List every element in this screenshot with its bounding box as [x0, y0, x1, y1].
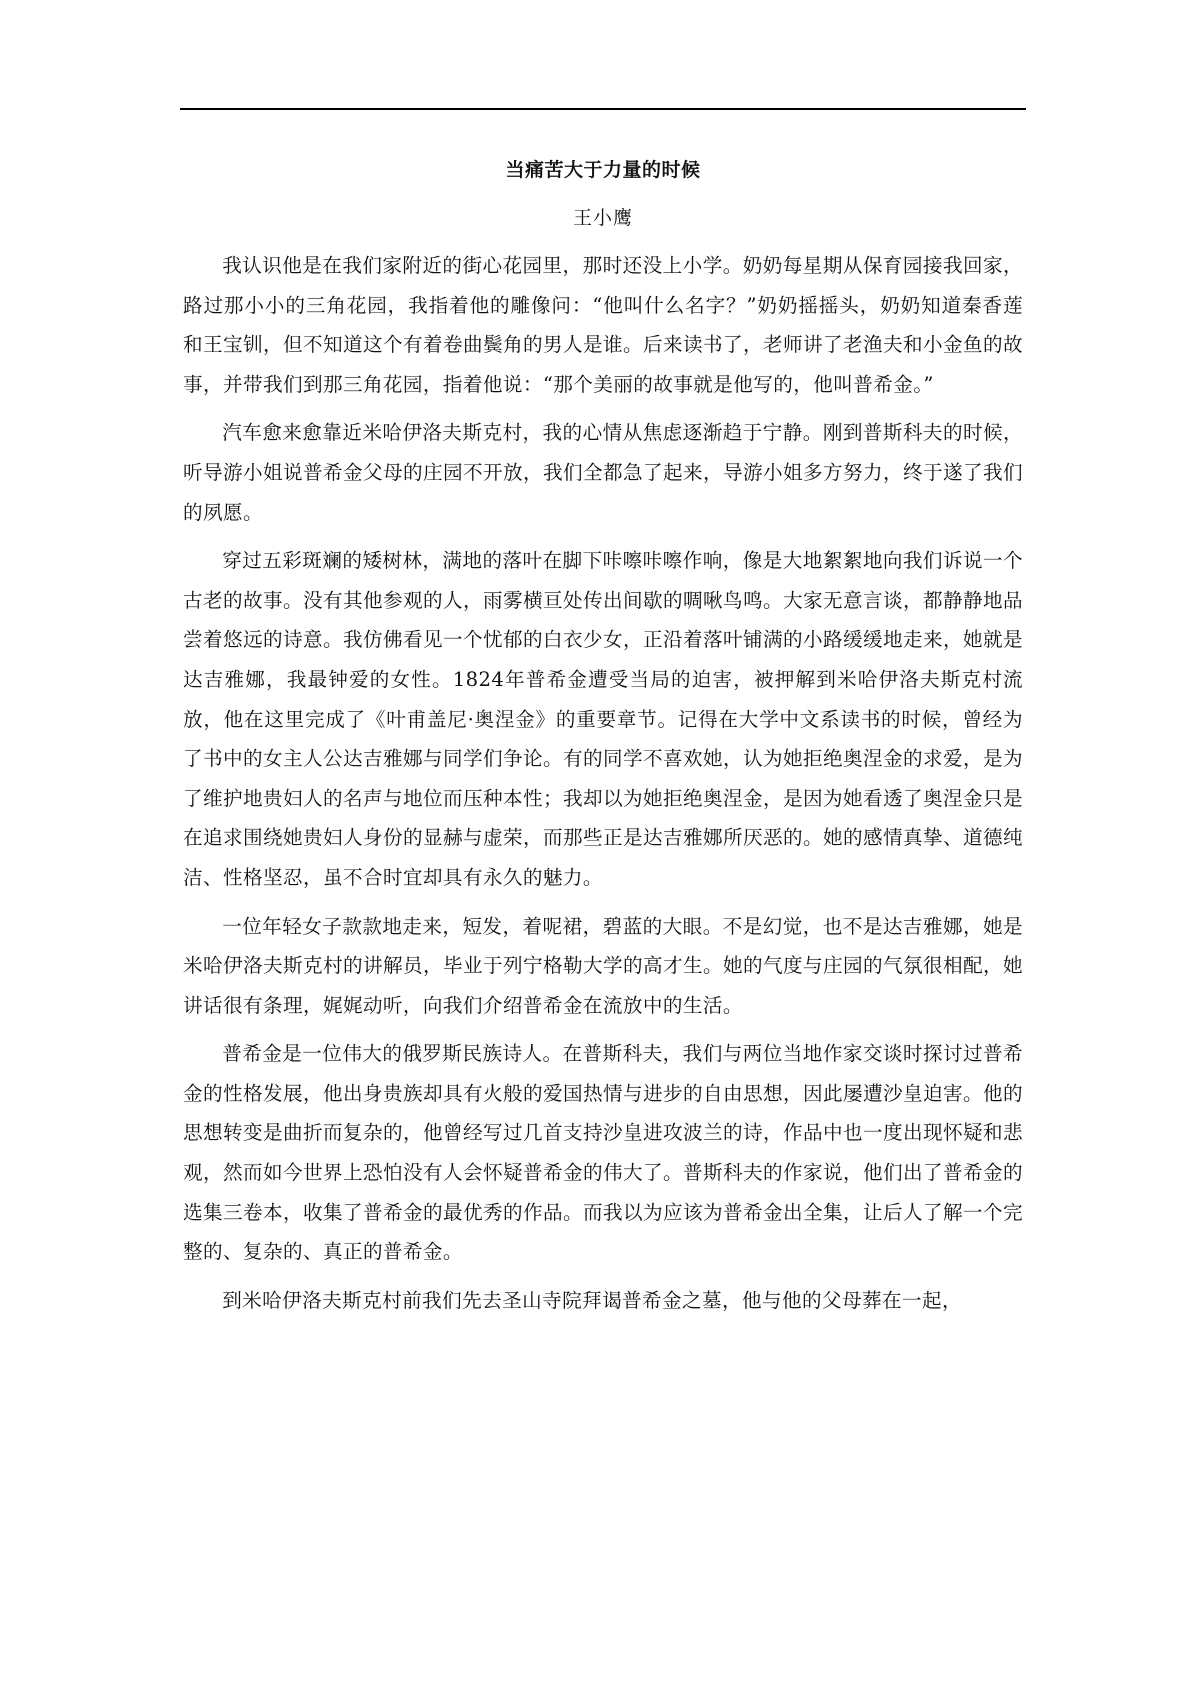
paragraph: 我认识他是在我们家附近的街心花园里，那时还没上小学。奶奶每星期从保育园接我回家，路过那小小的三角花园，我指着他的雕像问：“他叫什么名字？”奶奶摇摇头，奶奶知道秦香莲和王宝钏，但不知道这个有着卷曲鬓角的男人是谁。后来读书了，老师讲了老渔夫和小金鱼的故事，并带我们到那三角花园，指着他说：“那个美丽的故事就是他写的，他叫普希金。”: [183, 254, 1023, 396]
paragraph: 穿过五彩斑斓的矮树林，满地的落叶在脚下咔嚓咔嚓作响，像是大地絮絮地向我们诉说一个古老的故事。没有其他参观的人，雨雾横亘处传出间歇的啁啾鸟鸣。大家无意言谈，都静静地品尝着悠远的诗意。我仿佛看见一个忧郁的白衣少女，正沿着落叶铺满的小路缓缓地走来，她就是达吉雅娜，我最钟爱的女性。1824年普希金遭受当局的迫害，被押解到米哈伊洛夫斯克村流放，他在这里完成了《叶甫盖尼·奥涅金》的重要章节。记得在大学中文系读书的时候，曾经为了书中的女主人公达吉雅娜与同学们争论。有的同学不喜欢她，认为她拒绝奥涅金的求爱，是为了维护地贵妇人的名声与地位而压种本性；我却以为她拒绝奥涅金，是因为她看透了奥涅金只是在追求围绕她贵妇人身份的显赫与虚荣，而那些正是达吉雅娜所厌恶的。她的感情真挚、道德纯洁、性格坚忍，虽不合时宜却具有永久的魅力。: [183, 549, 1023, 889]
paragraph: 汽车愈来愈靠近米哈伊洛夫斯克村，我的心情从焦虑逐渐趋于宁静。刚到普斯科夫的时候，听导游小姐说普希金父母的庄园不开放，我们全都急了起来，导游小姐多方努力，终于遂了我们的夙愿。: [183, 421, 1023, 524]
paragraph: 普希金是一位伟大的俄罗斯民族诗人。在普斯科夫，我们与两位当地作家交谈时探讨过普希金的性格发展，他出身贵族却具有火般的爱国热情与进步的自由思想，因此屡遭沙皇迫害。他的思想转变是曲折而复杂的，他曾经写过几首支持沙皇进攻波兰的诗，作品中也一度出现怀疑和悲观，然而如今世界上恐怕没有人会怀疑普希金的伟大了。普斯科夫的作家说，他们出了普希金的选集三卷本，收集了普希金的最优秀的作品。而我以为应该为普希金出全集，让后人了解一个完整的、复杂的、真正的普希金。: [183, 1042, 1023, 1264]
article-author: 王小鹰: [572, 207, 633, 229]
article-body: [183, 246, 1023, 1329]
paragraph: 到米哈伊洛夫斯克村前我们先去圣山寺院拜谒普希金之墓，他与他的父母葬在一起，: [222, 1288, 962, 1312]
header-rule: [180, 108, 1026, 110]
article-title: 当痛苦大于力量的时候: [505, 159, 701, 181]
paragraph: 一位年轻女子款款地走来，短发，着呢裙，碧蓝的大眼。不是幻觉，也不是达吉雅娜，她是米哈伊洛夫斯克村的讲解员，毕业于列宁格勒大学的高才生。她的气度与庄园的气氛很相配，她讲话很有条理，娓娓动听，向我们介绍普希金在流放中的生活。: [183, 914, 1023, 1017]
